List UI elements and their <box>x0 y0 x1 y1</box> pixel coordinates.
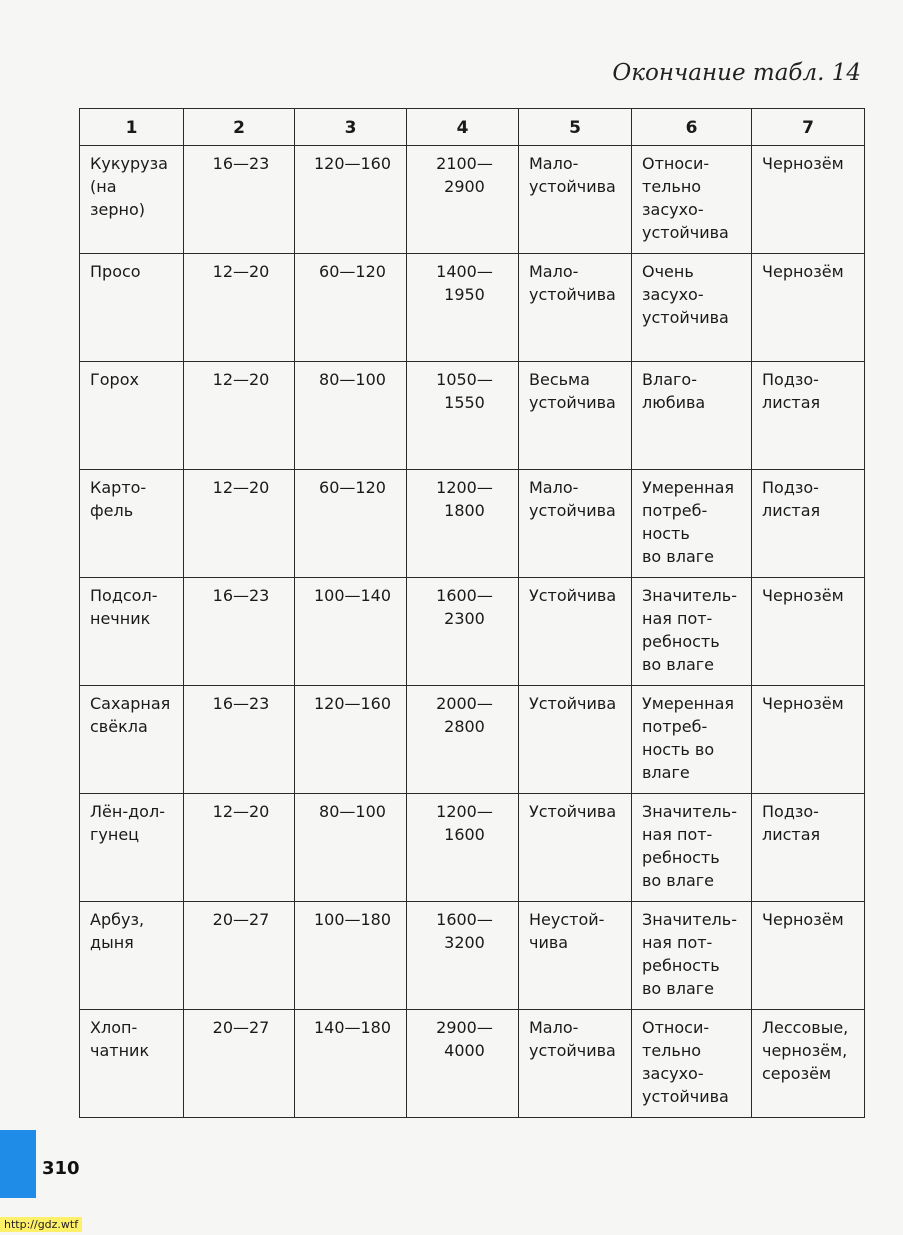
table-cell: 20—27 <box>184 902 295 1010</box>
table-cell: Подзо- листая <box>752 362 865 470</box>
column-header: 1 <box>80 109 184 146</box>
column-header: 6 <box>632 109 752 146</box>
table-cell: 1600—3200 <box>407 902 519 1010</box>
crop-name-cell: Хлоп- чатник <box>80 1010 184 1118</box>
table-cell: Устойчива <box>519 794 632 902</box>
table-row <box>80 146 865 254</box>
table-cell: Значитель- ная пот- ребность во влаге <box>632 902 752 1010</box>
table-cell: Значитель- ная пот- ребность во влаге <box>632 578 752 686</box>
table-cell: 120—160 <box>295 146 407 254</box>
table-cell: 80—100 <box>295 362 407 470</box>
table-row <box>80 254 865 362</box>
crop-name-cell: Лён-дол- гунец <box>80 794 184 902</box>
table-row <box>80 470 865 578</box>
table-cell: Чернозём <box>752 254 865 362</box>
crop-name-cell: Горох <box>80 362 184 470</box>
table-header-row <box>80 109 865 146</box>
table-cell: Мало- устойчива <box>519 146 632 254</box>
table-row <box>80 362 865 470</box>
table-cell: Чернозём <box>752 686 865 794</box>
table-cell: 120—160 <box>295 686 407 794</box>
crop-name-cell: Просо <box>80 254 184 362</box>
table-cell: 12—20 <box>184 470 295 578</box>
table-cell: Подзо- листая <box>752 470 865 578</box>
table-cell: Весьма устойчива <box>519 362 632 470</box>
table-caption: Окончание табл. 14 <box>612 60 861 86</box>
table-cell: Умеренная потреб- ность во влаге <box>632 686 752 794</box>
table-row <box>80 794 865 902</box>
table-cell: 2900—4000 <box>407 1010 519 1118</box>
crop-name-cell: Подсол- нечник <box>80 578 184 686</box>
table-cell: Относи- тельно засухо- устойчива <box>632 1010 752 1118</box>
table-cell: 1200—1800 <box>407 470 519 578</box>
table-cell: 60—120 <box>295 470 407 578</box>
table-cell: 12—20 <box>184 362 295 470</box>
table-cell: Устойчива <box>519 578 632 686</box>
table-cell: Значитель- ная пот- ребность во влаге <box>632 794 752 902</box>
table-cell: Относи- тельно засухо- устойчива <box>632 146 752 254</box>
table-cell: Влаго- любива <box>632 362 752 470</box>
crop-name-cell: Арбуз, дыня <box>80 902 184 1010</box>
column-header: 5 <box>519 109 632 146</box>
table-cell: 16—23 <box>184 146 295 254</box>
table-cell: Подзо- листая <box>752 794 865 902</box>
table-cell: 2100—2900 <box>407 146 519 254</box>
table-cell: Мало- устойчива <box>519 470 632 578</box>
column-header: 4 <box>407 109 519 146</box>
table-row <box>80 578 865 686</box>
table-cell: 1050—1550 <box>407 362 519 470</box>
page-color-tab <box>0 1130 36 1198</box>
table-cell: Мало- устойчива <box>519 254 632 362</box>
table-cell: Устойчива <box>519 686 632 794</box>
table-cell: Очень засухо- устойчива <box>632 254 752 362</box>
table-row <box>80 686 865 794</box>
table-cell: 1400—1950 <box>407 254 519 362</box>
crop-name-cell: Кукуруза (на зерно) <box>80 146 184 254</box>
table-cell: 140—180 <box>295 1010 407 1118</box>
table-cell: 20—27 <box>184 1010 295 1118</box>
crop-requirements-table <box>79 108 865 1118</box>
crop-name-cell: Карто- фель <box>80 470 184 578</box>
table-cell: Чернозём <box>752 578 865 686</box>
table-cell: 12—20 <box>184 254 295 362</box>
table-cell: Чернозём <box>752 902 865 1010</box>
table-row <box>80 902 865 1010</box>
table-cell: 1200—1600 <box>407 794 519 902</box>
table-cell: Лессовые, чернозём, серозём <box>752 1010 865 1118</box>
crop-name-cell: Сахарная свёкла <box>80 686 184 794</box>
column-header: 7 <box>752 109 865 146</box>
table-cell: 16—23 <box>184 686 295 794</box>
column-header: 3 <box>295 109 407 146</box>
table-cell: 100—140 <box>295 578 407 686</box>
table-cell: Умеренная потреб- ность во влаге <box>632 470 752 578</box>
table-cell: 60—120 <box>295 254 407 362</box>
table-cell: 100—180 <box>295 902 407 1010</box>
table-row <box>80 1010 865 1118</box>
page-number: 310 <box>42 1158 80 1179</box>
table-cell: Неустой- чива <box>519 902 632 1010</box>
table-cell: 1600—2300 <box>407 578 519 686</box>
table-cell: 80—100 <box>295 794 407 902</box>
table-cell: 16—23 <box>184 578 295 686</box>
watermark-link[interactable]: http://gdz.wtf <box>0 1217 82 1232</box>
table-cell: 12—20 <box>184 794 295 902</box>
table-cell: Чернозём <box>752 146 865 254</box>
table-cell: 2000—2800 <box>407 686 519 794</box>
table-cell: Мало- устойчива <box>519 1010 632 1118</box>
column-header: 2 <box>184 109 295 146</box>
